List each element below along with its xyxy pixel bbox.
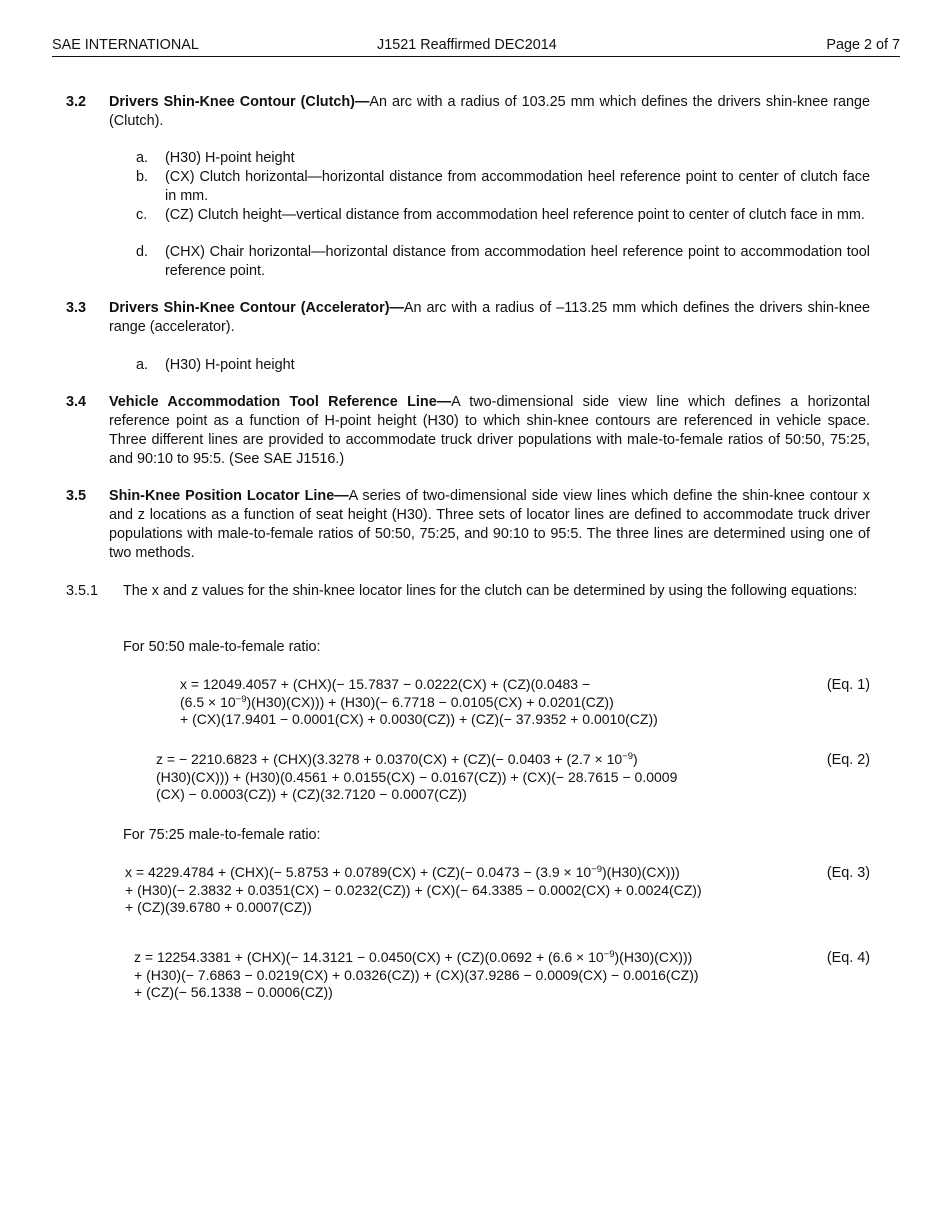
section-text: Vehicle Accommodation Tool Reference Line—A two-dimensional side view line which defines a horizontal reference point as a function of H-point height (H30) to which shin-knee contours are referenced in vehicle space. Three different lines are provided to accommodate truck driver populations with male-to-female ratios of 50:50, 75:25, and 90:10 to 95:5. (See SAE J1516.) [109,394,870,467]
section-text: Shin-Knee Position Locator Line—A series of two-dimensional side view lines which define the shin-knee contour x and z locations as a function of seat height (H30). Three sets of locator lines are defined to accommodate truck driver populations with male-to-female ratios of 50:50, 75:25, and 90:10 to 95:5. The three lines are determined using one of two methods. [109,488,870,561]
equation-label: (Eq. 3) [826,865,870,881]
section-title: Vehicle Accommodation Tool Reference Line— [109,394,452,410]
subsection-number: 3.5.1 [66,583,99,599]
subsection-text: The x and z values for the shin-knee locator lines for the clutch can be determined by using the following equations: [123,583,858,599]
ratio-heading-50-50: For 50:50 male-to-female ratio: [123,639,321,655]
section-3-3 [66,299,870,337]
equation-label: (Eq. 1) [826,677,870,693]
section-text: Drivers Shin-Knee Contour (Accelerator)—An arc with a radius of –113.25 mm which defines the drivers shin-knee range (accelerator). [109,300,870,335]
equation-label: (Eq. 4) [826,950,870,966]
section-number: 3.3 [66,300,87,316]
section-title: Drivers Shin-Knee Contour (Clutch)— [109,94,370,110]
ratio-heading-75-25: For 75:25 male-to-female ratio: [123,827,321,843]
list-item: a. (H30) H-point height [136,357,295,373]
section-number: 3.2 [66,94,87,110]
list-item: b. (CX) Clutch horizontal—horizontal distance from accommodation heel reference point to center of clutch face in mm. [136,169,870,204]
equation-3: $x = 4229.4784 + (CHX)(- 5.8753 + 0.0789(CX) + (CZ)(- 0.0473 - (3.9 \times 10^{-9})(H30)(CX)))$ + (H30)(− 2.3832 + 0.0351(CX) − 0.0232(CZ)) + (CX)(− 64.3385 − 0.0002(CX) + 0.0024(CZ)) + (CZ)(39.6780 + 0.0007(CZ)) [125,864,702,915]
header-page-number: Page 2 of 7 [826,37,900,53]
list-item: d. (CHX) Chair horizontal—horizontal distance from accommodation heel reference point to accommodation tool reference point. [136,244,870,279]
section-3-2 [66,93,870,131]
section-3-5 [66,487,870,563]
equation-4: $z = 12254.3381 + (CHX)(- 14.3121 - 0.0450(CX) + (CZ)(0.0692 + (6.6 \times 10^{-9})(H30)(CX)))$ + (H30)(− 7.6863 − 0.0219(CX) + 0.0326(CZ)) + (CX)(37.9286 − 0.0009(CX) − 0.0016(CZ)) + (CZ)(− 56.1338 − 0.0006(CZ)) [134,949,699,1000]
section-number: 3.5 [66,488,87,504]
subsection-3-5-1 [66,582,870,601]
section-text: Drivers Shin-Knee Contour (Clutch)—An arc with a radius of 103.25 mm which defines the drivers shin-knee range (Clutch). [109,94,870,129]
equation-1: x = 12049.4057 + (CHX)(− 15.7837 − 0.0222(CX) + (CZ)(0.0483 − $(6.5 \times 10^{-9})(H30)(CX))) + (H30)(- 6.7718 - 0.0105(CX) + 0.0201(CZ))$ + (CX)(17.9401 − 0.0001(CX) + 0.0030(CZ)) + (CZ)(− 37.9352 + 0.0010(CZ)) [180,676,658,727]
equation-2: z = − $2210.6823 + (CHX)(3.3278 + 0.0370(CX) + (CZ)(- 0.0403 + (2.7 \times 10^{-9})$ (H30)(CX))) + (H30)(0.4561 + 0.0155(CX) − 0.0167(CZ)) + (CX)(− 28.7615 − 0.0009 (CX) − 0.0003(CZ)) + (CZ)(32.7120 − 0.0007(CZ)) [156,751,678,802]
header-org: SAE INTERNATIONAL [52,37,199,53]
list-item: a. (H30) H-point height [136,150,295,166]
page-header [52,36,900,57]
header-doc-id: J1521 Reaffirmed DEC2014 [377,37,557,53]
section-number: 3.4 [66,394,87,410]
section-title: Shin-Knee Position Locator Line— [109,488,349,504]
section-title: Drivers Shin-Knee Contour (Accelerator)— [109,300,404,316]
section-3-4 [66,393,870,469]
equation-label: (Eq. 2) [826,752,870,768]
list-item: c. (CZ) Clutch height—vertical distance from accommodation heel reference point to center of clutch face in mm. [136,207,865,223]
